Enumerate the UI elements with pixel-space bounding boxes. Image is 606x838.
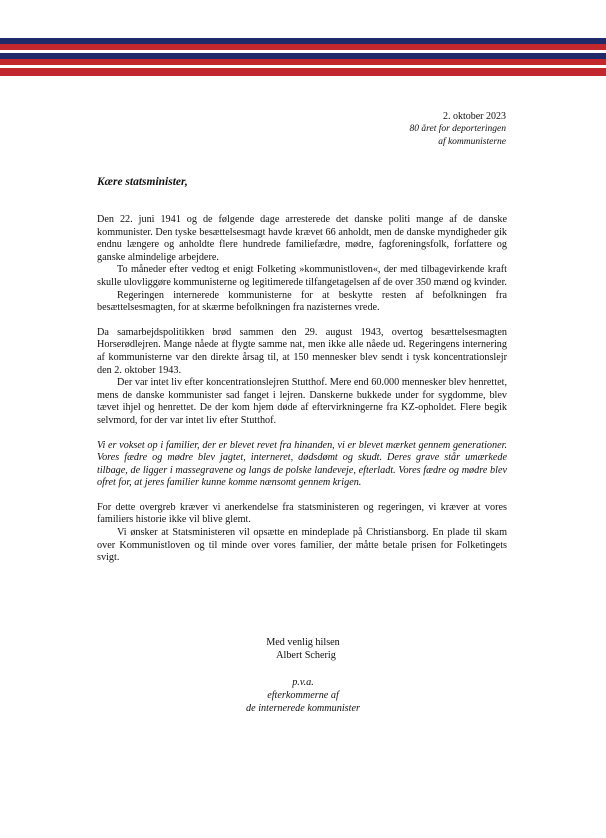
pva-label: p.v.a. (292, 677, 314, 688)
closing-greeting: Med venlig hilsen (266, 637, 340, 648)
salutation: Kære statsminister, (97, 176, 188, 188)
closing-block (0, 636, 606, 662)
paragraph-3: Regeringen internerede kommunisterne for at beskytte resten af befolkningen fra besættelsesmagten, for at skærme befolkningen fra nazisternes vrede. (97, 289, 507, 314)
paragraph-1: Den 22. juni 1941 og de følgende dage arresterede det danske politi mange af de danske kommunister. Den tyske besættelsesmagt havde krævet 66 anholdt, men de danske myndigheder gik endnu længere og anholdte flere hundrede familiefædre, mødre, fagforeningsfolk, forfattere og ganske almindelige arbejdere. (97, 214, 507, 263)
paragraph-2: To måneder efter vedtog et enigt Folketing »kommunistloven«, der med tilbagevirkende kraft skulle ulovliggøre kommunisterne og legitimerede tilfangetagelsen af de over 350 mænd og kvinder. (97, 264, 507, 288)
stripe-red-3 (0, 68, 606, 76)
letter-date: 2. oktober 2023 (442, 111, 506, 122)
flag-stripes-banner (0, 38, 606, 76)
occasion-line-1: 80 året for deporteringen (409, 124, 506, 134)
paragraph-4: Da samarbejdspolitikken brød sammen den 29. august 1943, overtog besættelsesmagten Horserødlejren. Mange nåede at flygte samme nat, men ikke alle nåede ud. Regeringens internering af kommunisterne var den direkte årsag til, at 150 mennesker blev sendt i tysk koncentrationslejr den 2. oktober 1943. (97, 326, 507, 376)
on-behalf-line-3: de internerede kommunister (246, 703, 360, 714)
paragraph-5: Der var intet liv efter koncentrationslejren Stutthof. Mere end 60.000 mennesker blev henrettet, mens de danske kommunister sad fanget i lejren. Danskerne bukkede under for sygdomme, blev tævet ihjel og henrettet. De der kom hjem døde af eftervirkningerne fra KZ-opholdet. Flere begik selvmord, for der var intet liv efter Stutthof. (97, 377, 507, 426)
letter-body (97, 214, 507, 565)
occasion-line-2: af kommunisterne (438, 137, 506, 147)
on-behalf-line-2: efterkommerne af (267, 690, 339, 701)
on-behalf-block (0, 676, 606, 715)
signer-name: Albert Scherig (276, 650, 336, 661)
paragraph-8: Vi ønsker at Statsministeren vil opsætte en mindeplade på Christiansborg. En plade til skam over Kommunistloven og til minde over vores familier, der måtte betale prisen for Folketingets svigt. (97, 527, 507, 564)
paragraph-6-italic: Vi er vokset op i familier, der er blevet revet fra hinanden, vi er blevet mærket gennem generationer. Vores fædre og mødre blev jagtet, interneret, dødsdømt og skudt. Deres grave står umærkede tilbage, de ligger i massegravene og langs de polske landeveje, efterladt. Vores fædre og mødre blev ofret for, at jeres familier kunne komme nænsomt gennem krigen. (97, 439, 507, 489)
date-block (410, 110, 506, 149)
paragraph-7: For dette overgreb kræver vi anerkendelse fra statsministeren og regeringen, vi kræver at vores familiers historie ikke vil blive glemt. (97, 501, 507, 526)
